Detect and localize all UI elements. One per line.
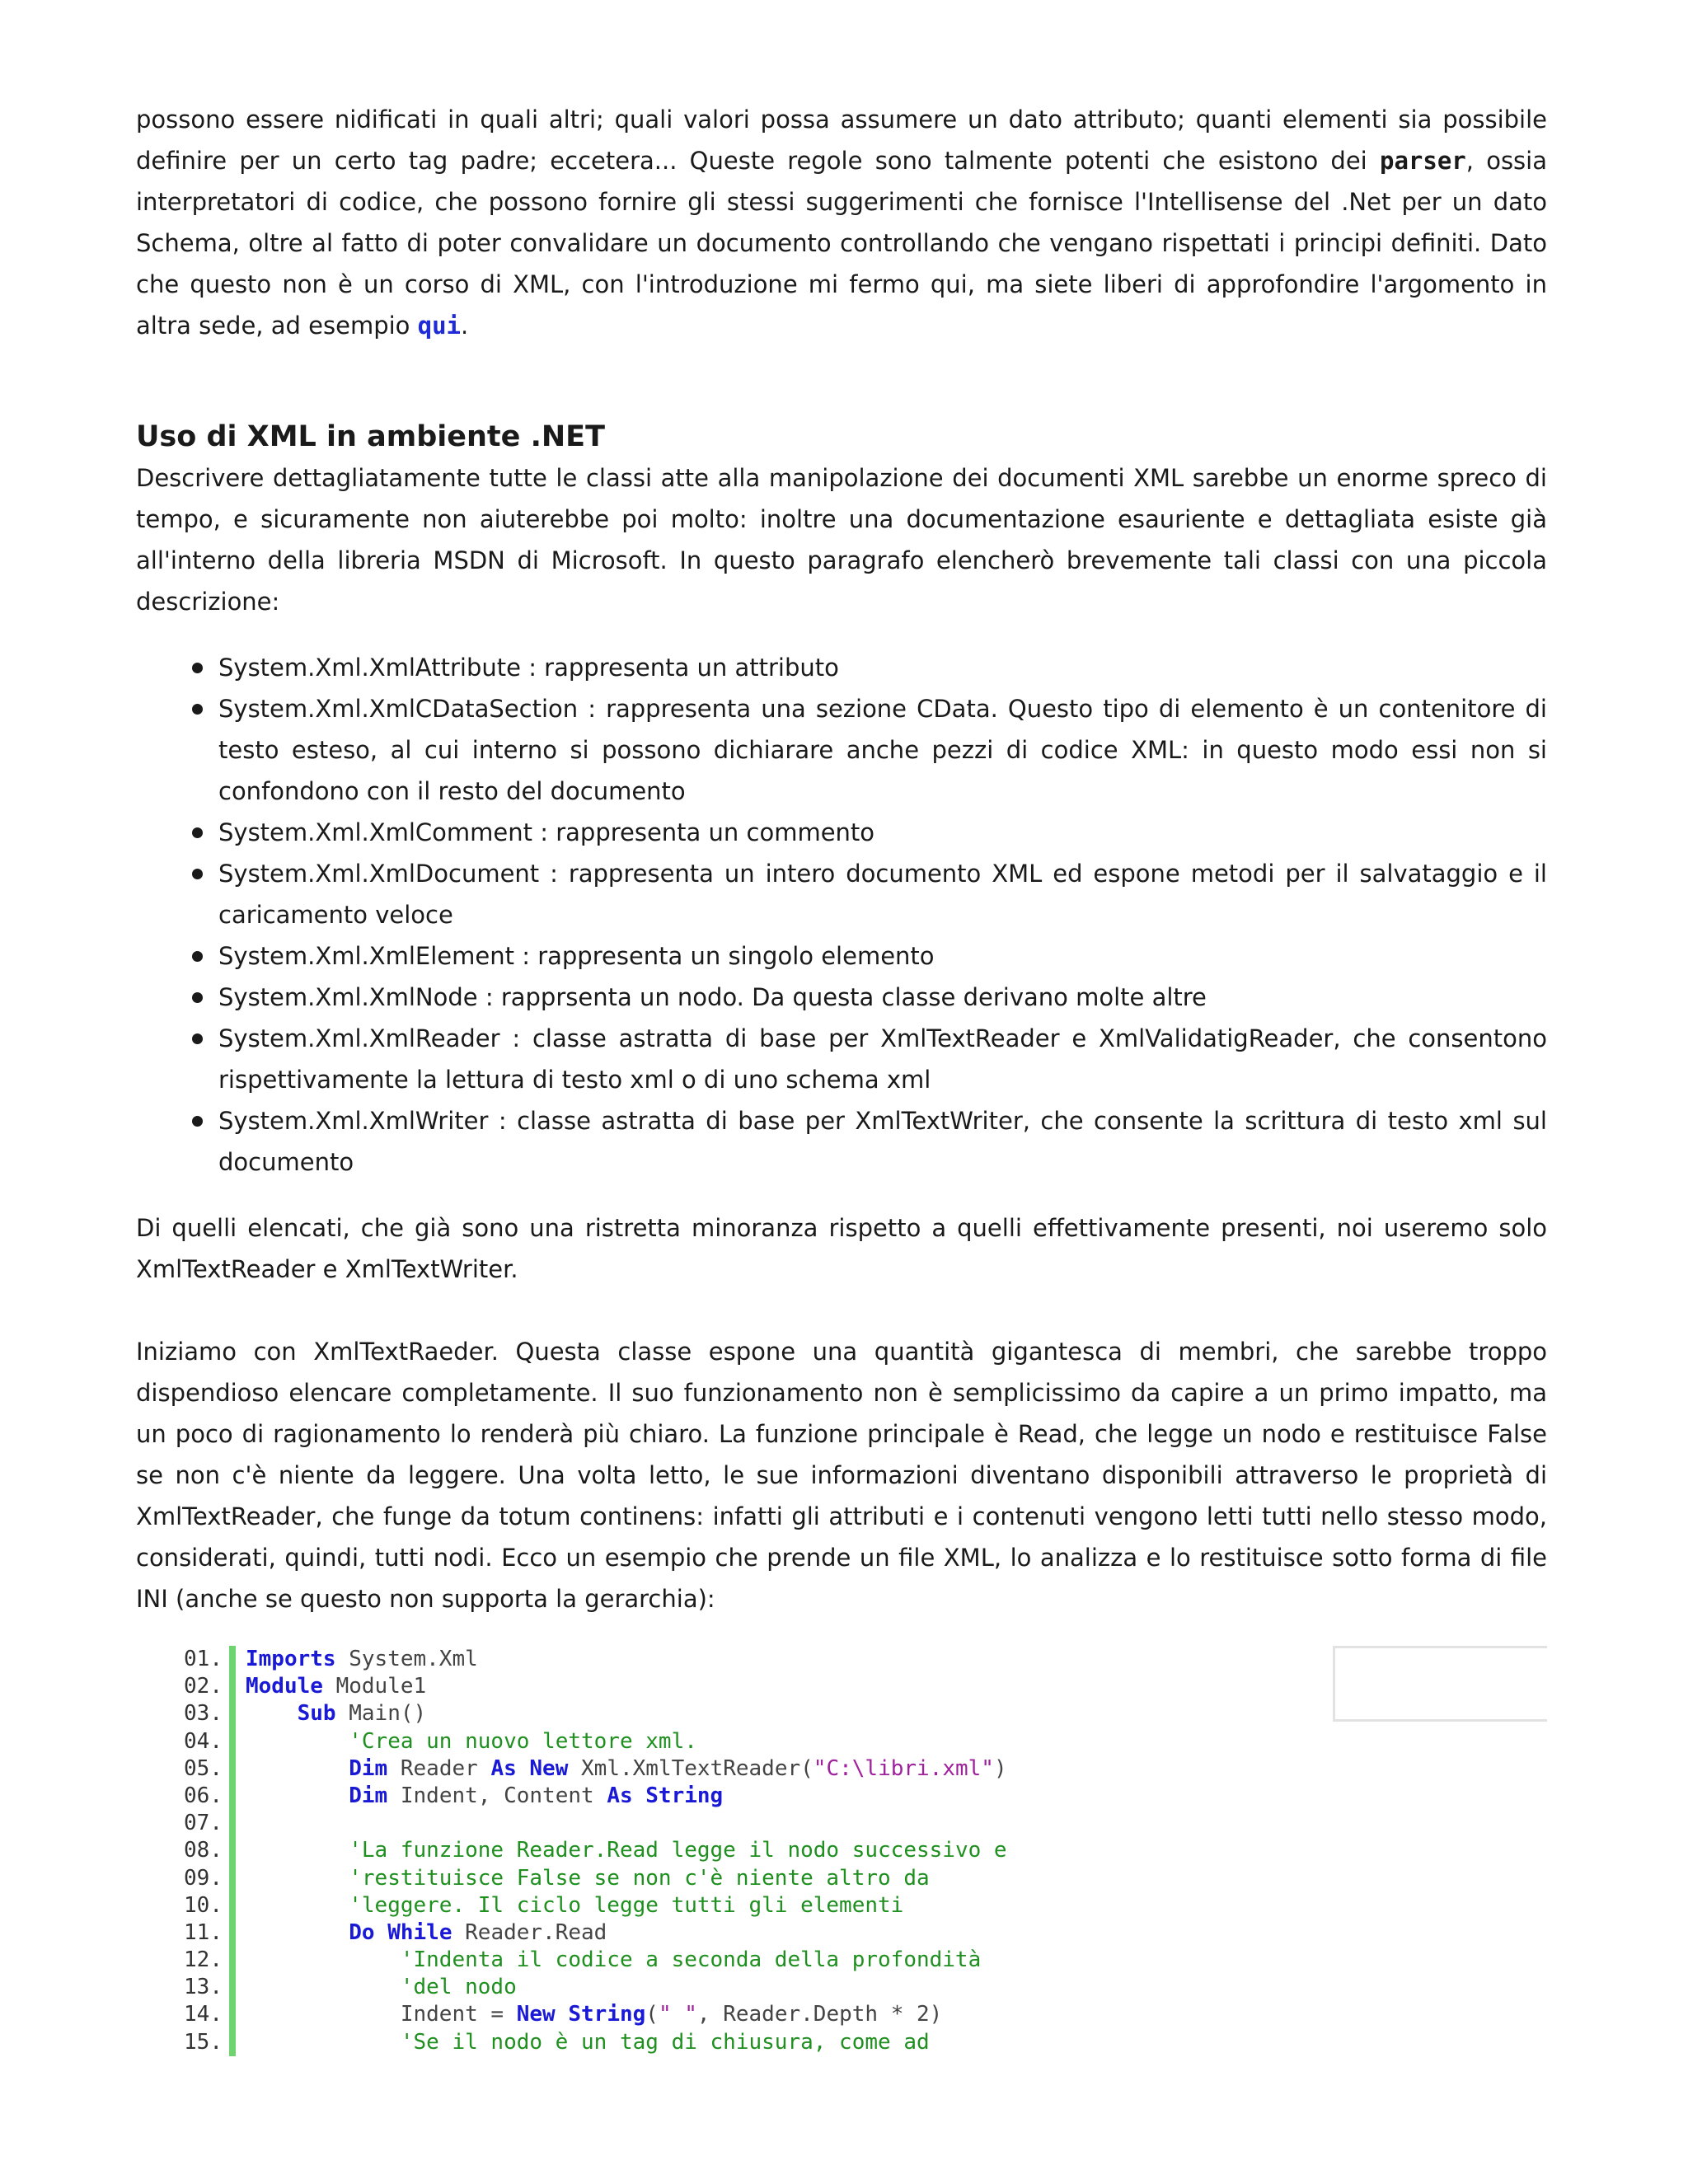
list-item: System.Xml.XmlWriter : classe astratta di base per XmlTextWriter, che consente la scrittura di testo xml sul documento xyxy=(218,1100,1547,1183)
section-heading: Uso di XML in ambiente .NET xyxy=(136,420,605,453)
gutter-bar xyxy=(229,1865,236,1892)
code-line xyxy=(169,1755,1007,1783)
line-number: 05. xyxy=(184,1755,223,1781)
gutter-bar xyxy=(229,1947,236,1974)
line-number: 07. xyxy=(184,1811,223,1836)
line-number: 12. xyxy=(184,1947,223,1973)
code-line xyxy=(169,2029,1007,2056)
bullet-icon xyxy=(192,1033,203,1044)
code-token: 'La funzione Reader.Read legge il nodo successivo e xyxy=(349,1838,1007,1863)
code-text xyxy=(246,2001,942,2028)
code-token xyxy=(517,1756,530,1781)
code-token: New xyxy=(516,2002,556,2027)
code-token: 'restituisce False se non c'è niente altro da xyxy=(349,1865,930,1891)
code-token: As xyxy=(490,1755,517,1781)
bullet-icon xyxy=(192,663,203,673)
gutter-bar xyxy=(229,1974,236,2001)
code-line xyxy=(169,1728,1007,1755)
gutter-bar xyxy=(229,1892,236,1919)
code-token: System.Xml xyxy=(335,1647,478,1671)
list-item: System.Xml.XmlDocument : rappresenta un intero documento XML ed espone metodi per il salvataggio e il caricamento veloce xyxy=(218,853,1547,935)
line-number: 04. xyxy=(184,1728,223,1754)
code-text xyxy=(246,2029,930,2056)
code-line xyxy=(169,1783,1007,1810)
bullet-icon xyxy=(192,951,203,962)
code-token: Sub xyxy=(297,1701,336,1727)
bullet-icon xyxy=(192,869,203,879)
code-text xyxy=(246,1947,981,1974)
bullet-icon xyxy=(192,704,203,715)
list-item: System.Xml.XmlCDataSection : rappresenta una sezione CData. Questo tipo di elemento è un contenitore di testo esteso, al cui interno si possono dichiarare anche pezzi di codice XML: in questo modo essi non si confondono con il resto del documento xyxy=(218,688,1547,812)
code-token: 'Indenta il codice a seconda della profondità xyxy=(400,1947,982,1973)
code-token: String xyxy=(645,1783,724,1808)
code-text xyxy=(246,1892,903,1919)
code-token: Module xyxy=(246,1674,323,1699)
code-line xyxy=(169,1810,1007,1837)
code-text xyxy=(246,1755,1007,1783)
code-token: Xml.XmlTextReader( xyxy=(568,1755,814,1781)
code-token: 'leggere. Il ciclo legge tutti gli elementi xyxy=(349,1892,904,1918)
code-token: Imports xyxy=(246,1647,336,1671)
bullet-icon xyxy=(192,1116,203,1127)
code-token: String xyxy=(568,2002,646,2027)
parser-term: parser xyxy=(1379,147,1466,175)
code-token xyxy=(246,1701,298,1726)
gutter-bar xyxy=(229,2001,236,2028)
code-token: Indent = xyxy=(246,2002,517,2027)
gutter-bar xyxy=(229,2029,236,2056)
code-text xyxy=(246,1700,426,1727)
code-line xyxy=(169,1837,1007,1864)
intro-text-1: possono essere nidificati in quali altri; quali valori possa assumere un dato attributo; quanti elementi sia possibile definire per un certo tag padre; eccetera... Queste regole sono talmente potenti che esistono dei xyxy=(136,105,1547,175)
gutter-bar xyxy=(229,1919,236,1947)
code-token: As xyxy=(607,1783,633,1808)
code-line xyxy=(169,1700,1007,1727)
code-token: Indent, Content xyxy=(387,1783,607,1808)
code-line xyxy=(169,1673,1007,1700)
code-line xyxy=(169,1892,1007,1919)
code-token xyxy=(375,1920,388,1945)
code-token xyxy=(246,1756,349,1781)
code-token: Reader.Read xyxy=(452,1919,607,1945)
code-text xyxy=(246,1646,478,1673)
line-number: 06. xyxy=(184,1783,223,1808)
code-token: Do xyxy=(349,1919,375,1945)
gutter-bar xyxy=(229,1646,236,1673)
intro-end: . xyxy=(461,312,469,340)
line-number: 08. xyxy=(184,1838,223,1863)
code-text xyxy=(246,1783,723,1810)
code-token xyxy=(246,1729,349,1754)
list-item: System.Xml.XmlAttribute : rappresenta un attributo xyxy=(218,647,1547,688)
code-token: ) xyxy=(993,1755,1007,1781)
code-token xyxy=(246,1893,349,1918)
line-number: 10. xyxy=(184,1892,223,1918)
code-token xyxy=(556,2002,569,2027)
gutter-bar xyxy=(229,1673,236,1700)
code-token xyxy=(246,2030,401,2055)
code-line xyxy=(169,1646,1007,1673)
gutter-bar xyxy=(229,1755,236,1783)
code-token: Dim xyxy=(349,1755,388,1781)
code-line xyxy=(169,1865,1007,1892)
code-text xyxy=(246,1837,1007,1864)
code-text xyxy=(246,1919,607,1947)
document-page xyxy=(136,99,1547,2066)
gutter-bar xyxy=(229,1728,236,1755)
line-number: 01. xyxy=(184,1647,223,1671)
line-number: 02. xyxy=(184,1674,223,1699)
qui-link[interactable]: qui xyxy=(417,312,462,340)
list-item: System.Xml.XmlNode : rapprsenta un nodo. Da questa classe derivano molte altre xyxy=(218,977,1547,1018)
code-token: Dim xyxy=(349,1783,388,1808)
code-token xyxy=(246,1920,349,1945)
gutter-bar xyxy=(229,1783,236,1810)
code-token: New xyxy=(529,1755,569,1781)
code-token: While xyxy=(387,1919,452,1945)
code-text xyxy=(246,1728,697,1755)
code-line xyxy=(169,1974,1007,2001)
code-line xyxy=(169,2001,1007,2028)
code-token: Reader xyxy=(387,1755,491,1781)
code-text xyxy=(246,1865,930,1892)
code-token xyxy=(246,1947,401,1972)
line-number: 14. xyxy=(184,2002,223,2027)
code-text xyxy=(246,1673,426,1700)
code-toolbar-box xyxy=(1333,1646,1547,1722)
gutter-bar xyxy=(229,1837,236,1864)
code-token: Main() xyxy=(335,1701,427,1727)
code-token: 'Crea un nuovo lettore xml. xyxy=(349,1728,697,1754)
bullet-icon xyxy=(192,827,203,838)
code-token xyxy=(246,1866,349,1891)
line-number: 11. xyxy=(184,1919,223,1945)
reader-intro-paragraph: Iniziamo con XmlTextRaeder. Questa classe espone una quantità gigantesca di membri, che sarebbe troppo dispendioso elencare completamente. Il suo funzionamento non è semplicissimo da capire a un primo impatto, ma un poco di ragionamento lo renderà più chiaro. La funzione principale è Read, che legge un nodo e restituisce False se non c'è niente da leggere. Una volta letto, le sue informazioni diventano disponibili attraverso le proprietà di XmlTextReader, che funge da totum continens: infatti gli attributi e i contenuti vengono letti tutti nello stesso modo, considerati, quindi, tutti nodi. Ecco un esempio che prende un file XML, lo analizza e lo restituisce sotto forma di file INI (anche se questo non supporta la gerarchia): xyxy=(136,1338,1547,1613)
after-list-paragraph: Di quelli elencati, che già sono una ristretta minoranza rispetto a quelli effettivamente presenti, noi useremo solo XmlTextReader e XmlTextWriter. xyxy=(136,1214,1547,1283)
code-lines xyxy=(169,1646,1007,2056)
list-item: System.Xml.XmlElement : rappresenta un singolo elemento xyxy=(218,935,1547,977)
bullet-icon xyxy=(192,992,203,1003)
gutter-bar xyxy=(229,1810,236,1837)
code-token xyxy=(633,1783,646,1808)
gutter-bar xyxy=(229,1700,236,1727)
list-item: System.Xml.XmlReader : classe astratta di base per XmlTextReader e XmlValidatigReader, che consentono rispettivamente la lettura di testo xml o di uno schema xml xyxy=(218,1018,1547,1100)
code-token: , Reader.Depth * 2) xyxy=(696,2002,943,2027)
code-text xyxy=(246,1974,517,2001)
class-list xyxy=(136,647,1547,1183)
intro-text-2: , ossia interpretatori di codice, che possono fornire gli stessi suggerimenti che fornisce l'Intellisense del .Net per un dato Schema, oltre al fatto di poter convalidare un documento controllando che vengano rispettati i principi definiti. Dato che questo non è un corso di XML, con l'introduzione mi fermo qui, ma siete liberi di approfondire l'argomento in altra sede, ad esempio xyxy=(136,147,1547,340)
code-token: 'Se il nodo è un tag di chiusura, come ad xyxy=(400,2029,930,2055)
code-line xyxy=(169,1947,1007,1974)
code-token: 'del nodo xyxy=(400,1975,517,2000)
section-description: Descrivere dettagliatamente tutte le classi atte alla manipolazione dei documenti XML sarebbe un enorme spreco di tempo, e sicuramente non aiuterebbe poi molto: inoltre una documentazione esauriente e dettagliata esiste già all'interno della libreria MSDN di Microsoft. In questo paragrafo elencherò brevemente tali classi con una piccola descrizione: xyxy=(136,464,1547,616)
code-token xyxy=(246,1838,349,1863)
intro-paragraph xyxy=(136,99,1547,346)
line-number: 15. xyxy=(184,2029,223,2055)
code-token: ( xyxy=(645,2002,659,2027)
line-number: 13. xyxy=(184,1975,223,2000)
line-number: 09. xyxy=(184,1865,223,1891)
code-token: " " xyxy=(658,2002,697,2027)
code-token: "C:\libri.xml" xyxy=(813,1755,994,1781)
line-number: 03. xyxy=(184,1701,223,1727)
code-token xyxy=(246,1783,349,1808)
list-item: System.Xml.XmlComment : rappresenta un commento xyxy=(218,812,1547,853)
code-block xyxy=(136,1646,1547,2066)
code-line xyxy=(169,1919,1007,1947)
code-token: Module1 xyxy=(322,1674,427,1699)
code-token xyxy=(246,1975,401,1999)
